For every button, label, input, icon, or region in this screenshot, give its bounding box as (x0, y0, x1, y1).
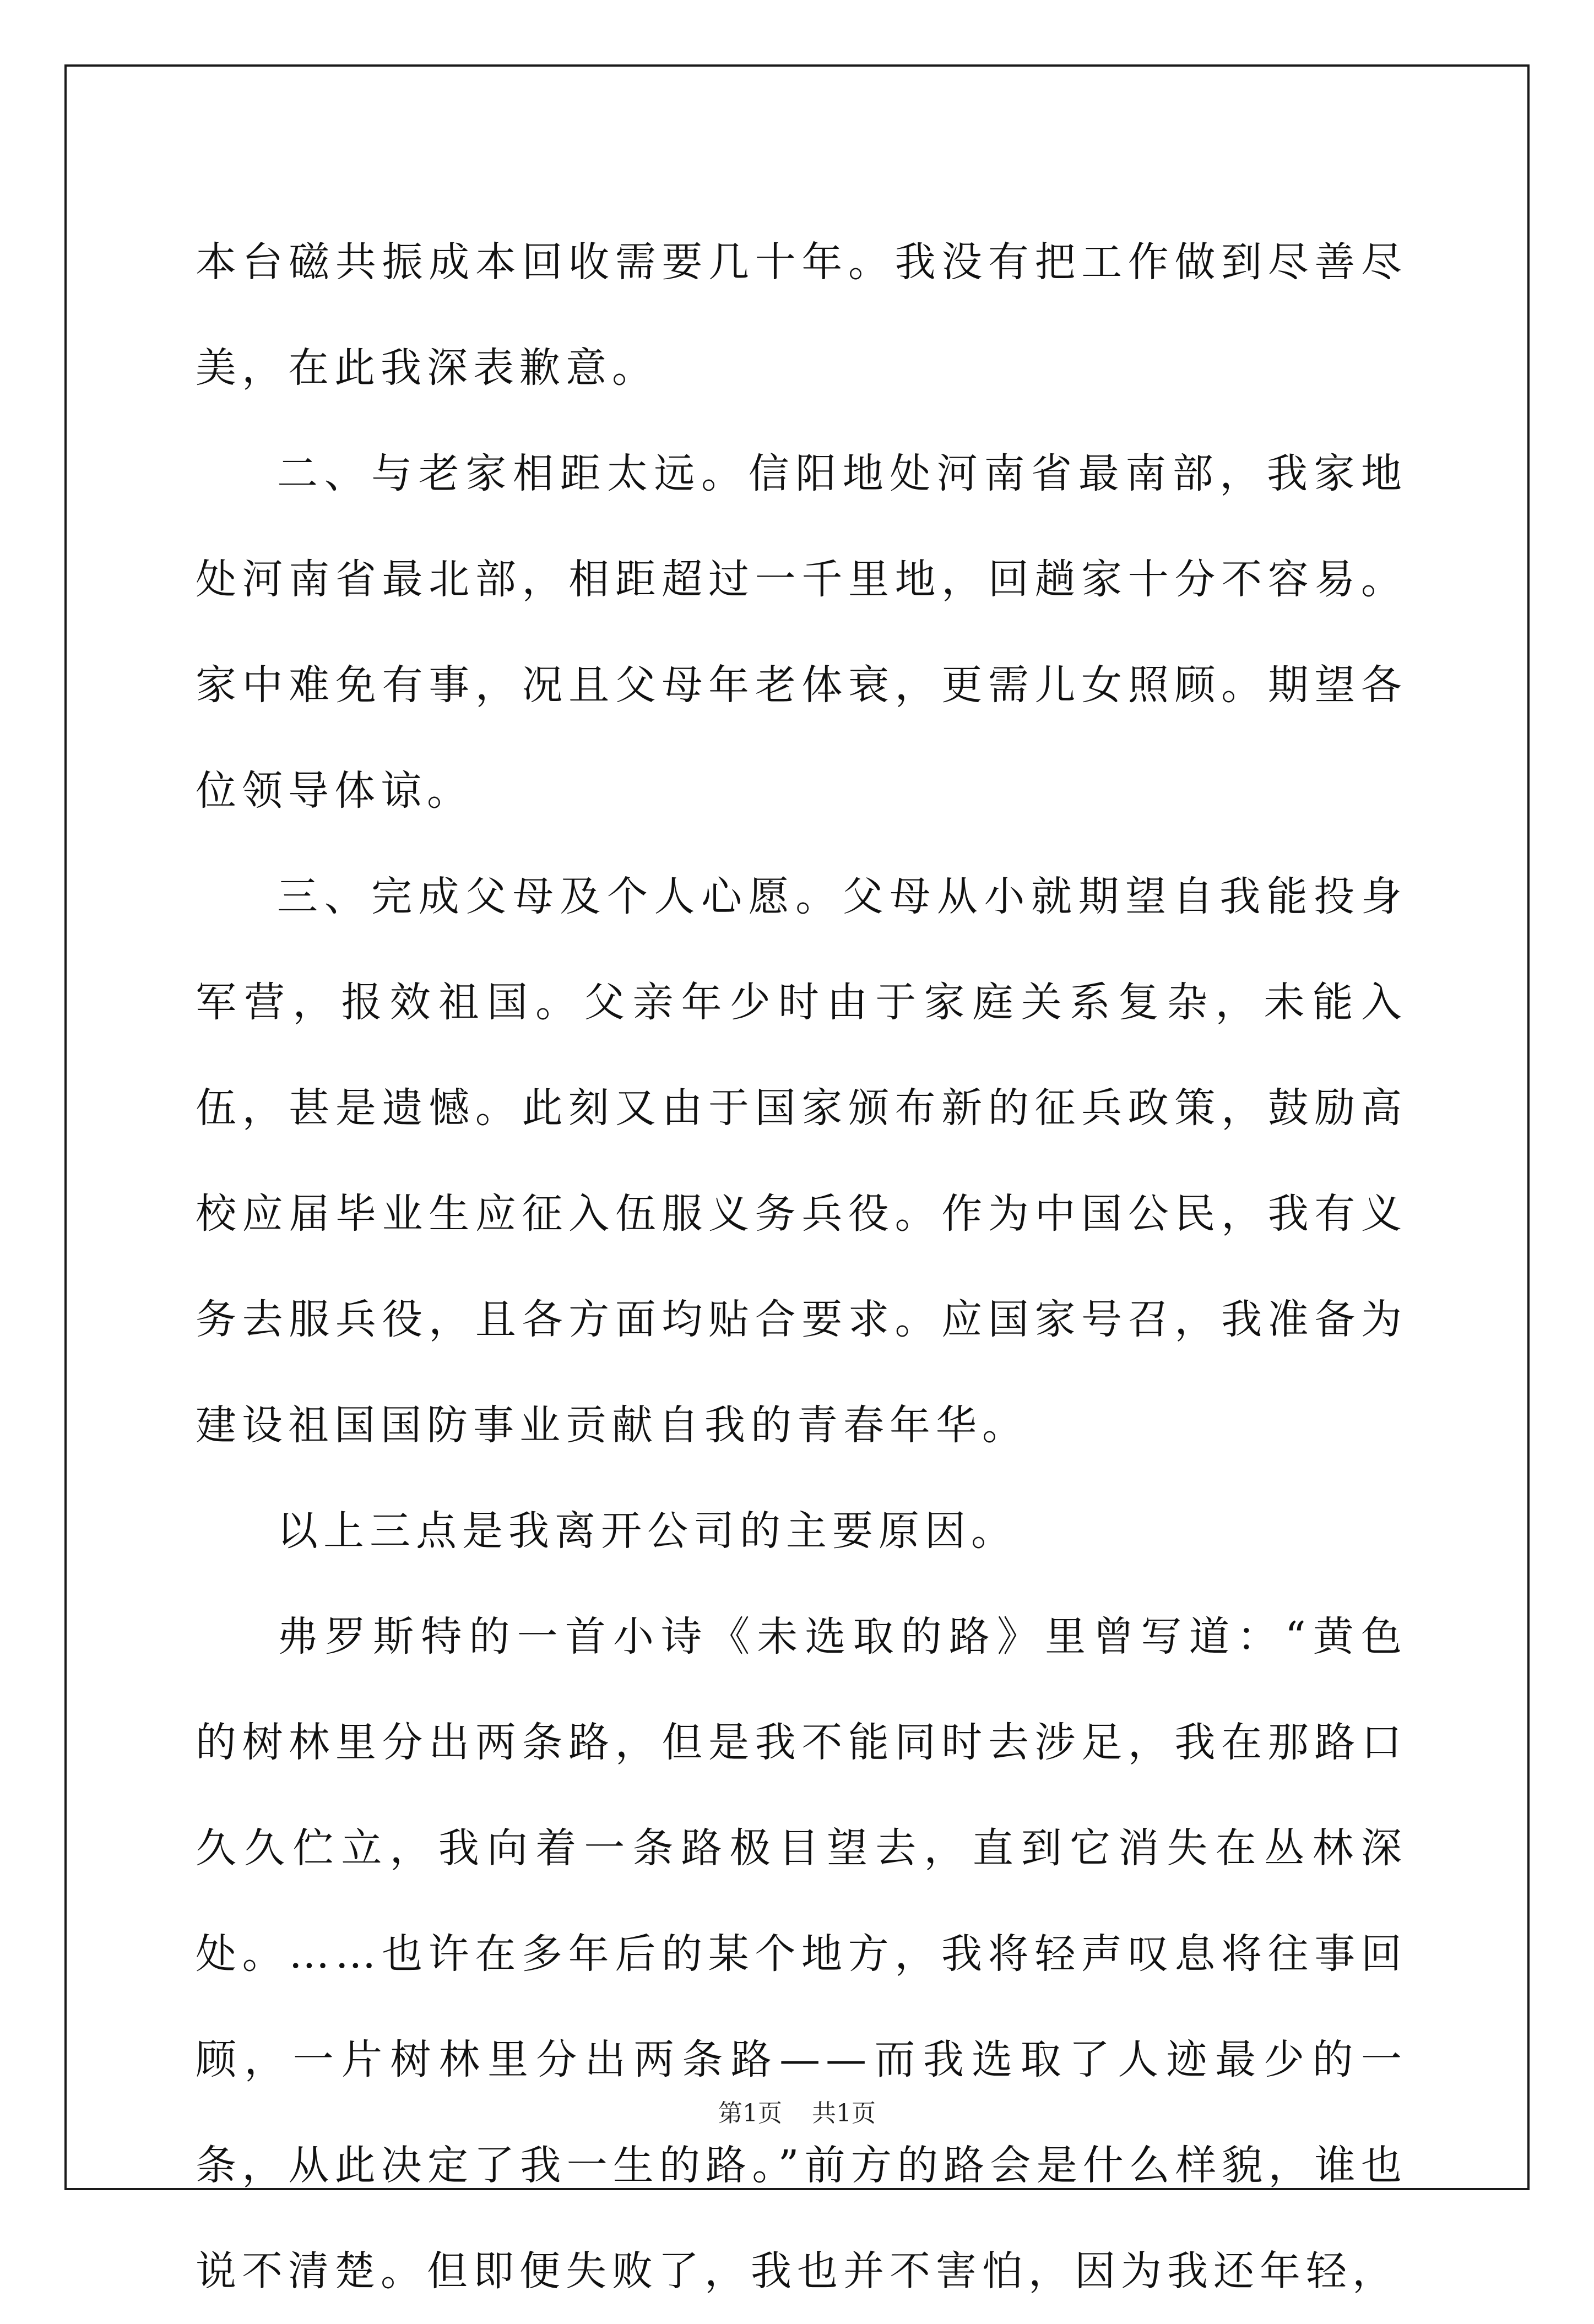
paragraph-4: 以上三点是我离开公司的主要原因。 (277, 1507, 1017, 1555)
paragraph-1: 本台磁共振成本回收需要几十年。我没有把工作做到尽善尽美，在此我深表歉意。 (196, 238, 1407, 392)
paragraph-3: 三、完成父母及个人心愿。父母从小就期望自我能投身军营，报效祖国。父亲年少时由于家庭关系复杂，未能入伍，甚是遗憾。此刻又由于国家颁布新的征兵政策，鼓励高校应届毕业生应征入伍服义务兵役。作为中国公民，我有义务去服兵役，且各方面均贴合要求。应国家号召，我准备为建设祖国国防事业贡献自我的青春年华。 (196, 873, 1407, 1449)
document-body (196, 209, 1407, 2324)
page-footer (0, 2097, 1594, 2130)
page-total: 共1页 (812, 2099, 876, 2127)
paragraph-5: 弗罗斯特的一首小诗《未选取的路》里曾写道：“黄色的树林里分出两条路，但是我不能同时去涉足，我在那路口久久伫立，我向着一条路极目望去，直到它消失在丛林深处。……也许在多年后的某个地方，我将轻声叹息将往事回顾，一片树林里分出两条路——而我选取了人迹最少的一条，从此决定了我一生的路。”前方的路会是什么样貌，谁也说不清楚。但即便失败了，我也并不害怕，因为我还年轻， (196, 1613, 1407, 2295)
paragraph-2: 二、与老家相距太远。信阳地处河南省最南部，我家地处河南省最北部，相距超过一千里地，回趟家十分不容易。家中难免有事，况且父母年老体衰，更需儿女照顾。期望各位领导体谅。 (196, 450, 1407, 815)
page-number: 第1页 (718, 2099, 782, 2127)
